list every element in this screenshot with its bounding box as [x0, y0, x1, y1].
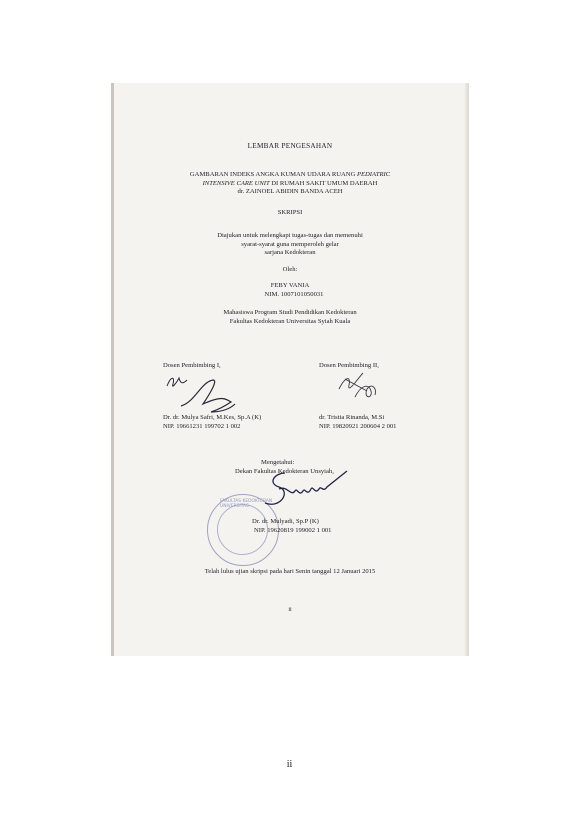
- stamp-text: FAKULTAS KEDOKTERAN UNIVERSITAS: [220, 499, 273, 509]
- supervisor2-signature: [333, 369, 383, 405]
- supervisor1-label: Dosen Pembimbing I,: [163, 362, 221, 369]
- supervisor1-signature: [161, 372, 261, 414]
- dean-nip: NIP. 19620819 199002 1 001: [254, 526, 332, 534]
- title-line-2: INTENSIVE CARE UNIT DI RUMAH SAKIT UMUM DAERAH: [202, 179, 378, 187]
- supervisor1-nip: NIP. 19661231 199702 1 002: [163, 422, 241, 430]
- title-line-1: GAMBARAN INDEKS ANGKA KUMAN UDARA RUANG PEDIATRIC: [189, 171, 391, 178]
- purpose-statement: Diajukan untuk melengkapi tugas-tugas dan memenuhi syarat-syarat guna memperoleh gelar sarjana Kedokteran: [217, 232, 363, 257]
- approval-label: Mengetahui:: [261, 459, 295, 466]
- supervisor1-info: [163, 414, 261, 431]
- supervisor2-label: Dosen Pembimbing II,: [319, 362, 379, 369]
- dean-title: Dekan Fakultas Kedokteran Unsyiah,: [235, 468, 334, 475]
- supervisor2-name: dr. Tristia Rinanda, M.Si: [319, 414, 385, 421]
- supervisor2-nip: NIP. 19820921 200604 2 001: [319, 422, 397, 430]
- document-type: SKRIPSI: [277, 209, 303, 216]
- supervisor1-name: Dr. dr. Mulya Safri, M.Kes, Sp.A (K): [163, 414, 262, 421]
- dean-info: [252, 518, 331, 535]
- author-block: [111, 282, 469, 299]
- affiliation-block: Mahasiswa Program Studi Pendidikan Kedokteran Fakultas Kedokteran Universitas Syiah Kuala: [223, 309, 357, 325]
- supervisor2-info: [319, 414, 396, 431]
- title-line-3: dr. ZAINOEL ABIDIN BANDA ACEH: [237, 188, 343, 196]
- author-name: FEBY VANIA: [270, 282, 310, 289]
- author-nim: NIM. 1007101050031: [264, 290, 324, 298]
- dean-name: Dr. dr. Mulyadi, Sp.P (K): [252, 518, 319, 525]
- by-label: Oleh:: [282, 266, 298, 273]
- inner-page-number: ii: [288, 607, 292, 613]
- document-title: [111, 171, 469, 197]
- page-number: ii: [286, 759, 293, 770]
- exam-statement: Telah lulus ujian skripsi pada hari Senin tanggal 12 Januari 2015: [204, 568, 376, 575]
- document-heading: LEMBAR PENGESAHAN: [247, 142, 333, 150]
- dean-signature: [251, 463, 361, 521]
- scanned-page: [111, 83, 469, 656]
